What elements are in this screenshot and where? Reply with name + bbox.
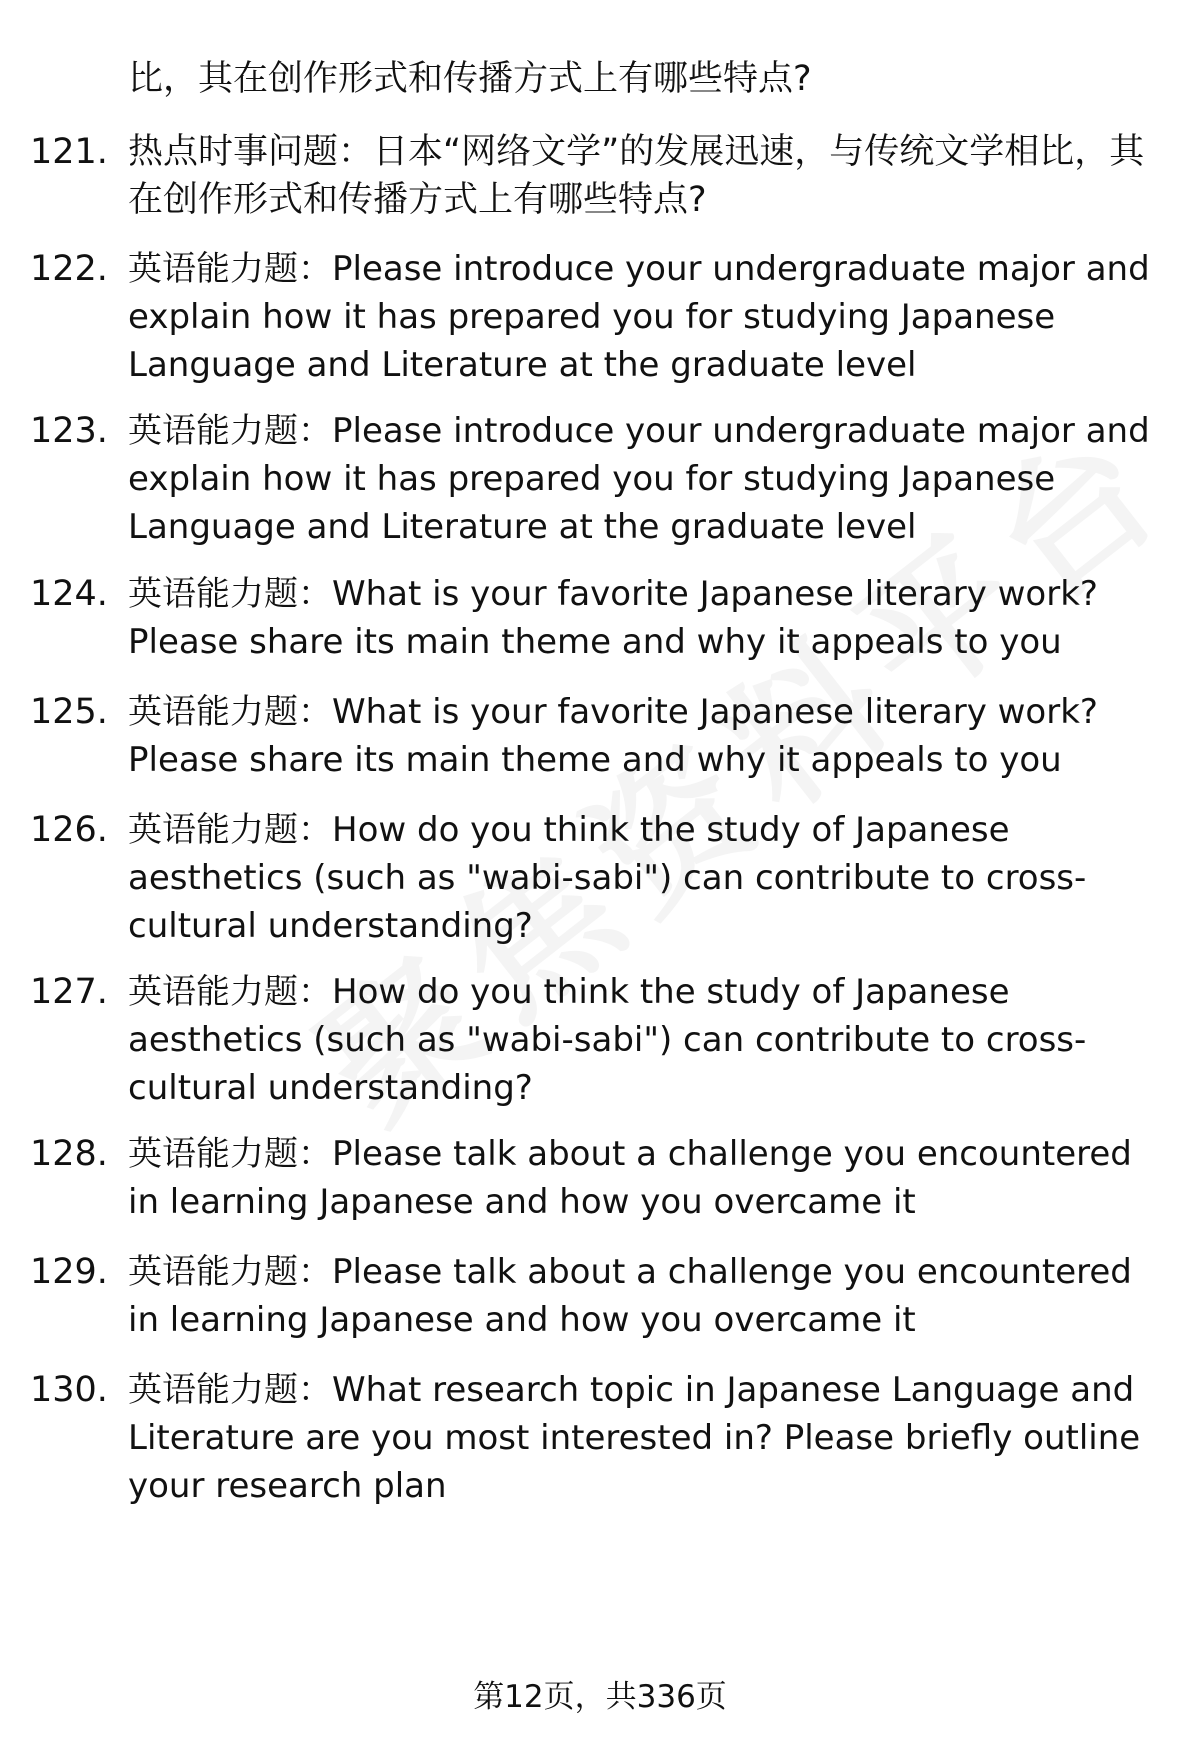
question-number: 126.	[30, 810, 108, 850]
question-number: 123.	[30, 411, 108, 451]
question-number: 122.	[30, 249, 108, 289]
question-text: 英语能力题：What is your favorite Japanese literary work? Please share its main theme and why it appeals to you	[128, 574, 1098, 662]
question-text: 英语能力题：Please introduce your undergraduate major and explain how it has prepared you for studying Japanese Language and Literature at the graduate level	[128, 411, 1150, 547]
question-text: 英语能力题：Please introduce your undergraduate major and explain how it has prepared you for studying Japanese Language and Literature at the graduate level	[128, 249, 1150, 385]
question-text: 英语能力题：How do you think the study of Japanese aesthetics (such as "wabi-sabi") can contribute to cross-cultural understanding?	[128, 972, 1087, 1108]
question-number: 124.	[30, 574, 108, 614]
question-number: 129.	[30, 1252, 108, 1292]
continuation-text: 比，其在创作形式和传播方式上有哪些特点?	[128, 59, 812, 99]
question-text: 英语能力题：Please talk about a challenge you encountered in learning Japanese and how you overcame it	[128, 1134, 1132, 1222]
question-text: 英语能力题：How do you think the study of Japanese aesthetics (such as "wabi-sabi") can contribute to cross-cultural understanding?	[128, 810, 1087, 946]
question-text: 热点时事问题：日本“网络文学”的发展迅速，与传统文学相比，其在创作形式和传播方式上有哪些特点?	[128, 132, 1145, 220]
question-text: 英语能力题：What is your favorite Japanese literary work? Please share its main theme and why it appeals to you	[128, 692, 1098, 780]
page-footer: 第12页，共336页	[473, 1679, 727, 1715]
question-number: 121.	[30, 132, 108, 172]
question-text: 英语能力题：What research topic in Japanese Language and Literature are you most interested in? Please briefly outline your research plan	[128, 1370, 1141, 1506]
question-number: 125.	[30, 692, 108, 732]
question-text: 英语能力题：Please talk about a challenge you encountered in learning Japanese and how you overcame it	[128, 1252, 1132, 1340]
question-number: 128.	[30, 1134, 108, 1174]
question-number: 130.	[30, 1370, 108, 1410]
question-number: 127.	[30, 972, 108, 1012]
